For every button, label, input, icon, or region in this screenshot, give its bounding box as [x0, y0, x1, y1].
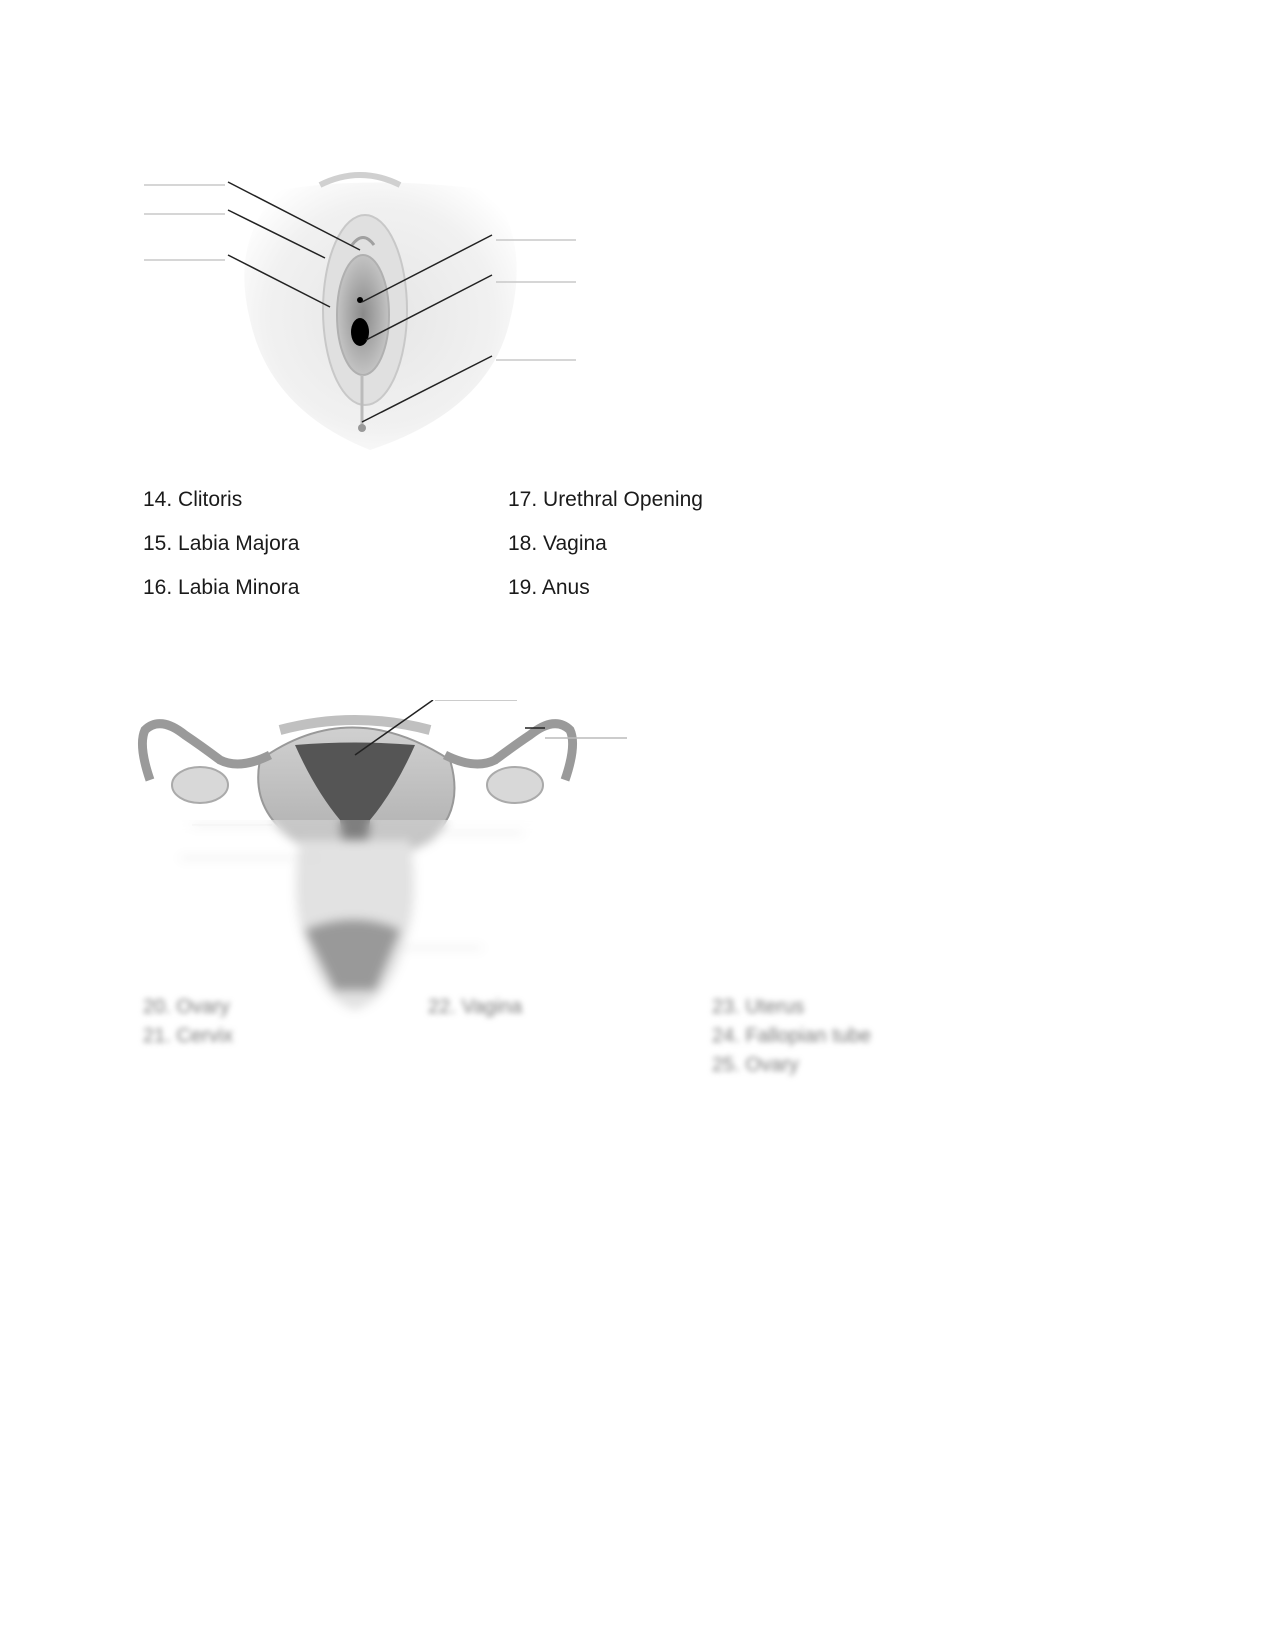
label-urethral-opening: 17. Urethral Opening	[508, 488, 703, 511]
external-anatomy-diagram	[130, 160, 650, 470]
label-ovary-right: 25. Ovary	[712, 1054, 799, 1076]
label-labia-minora: 16. Labia Minora	[143, 576, 300, 599]
label-labia-majora: 15. Labia Majora	[143, 532, 300, 555]
label-fallopian-tube: 24. Fallopian tube	[712, 1025, 872, 1047]
label-clitoris: 14. Clitoris	[143, 488, 243, 511]
label-uterus: 23. Uterus	[712, 996, 805, 1018]
label-ovary-left: 20. Ovary	[143, 996, 230, 1018]
label-vagina: 18. Vagina	[508, 532, 607, 555]
label-anus: 19. Anus	[508, 576, 590, 599]
label-vagina-internal: 22. Vagina	[428, 996, 523, 1018]
label-cervix: 21. Cervix	[143, 1025, 234, 1047]
